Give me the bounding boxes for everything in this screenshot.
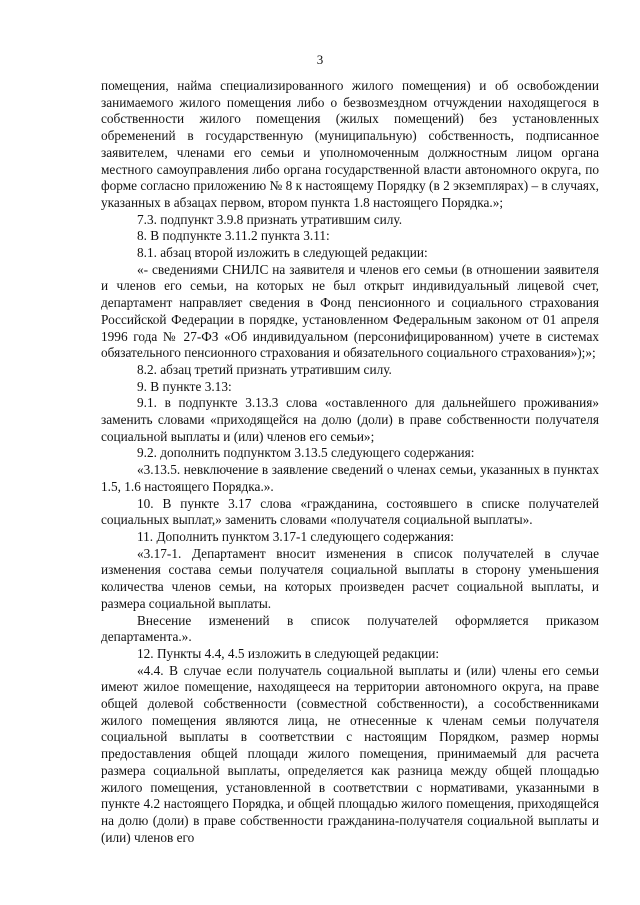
paragraph: 8.2. абзац третий признать утратившим силу. bbox=[137, 361, 392, 377]
paragraph: «4.4. В случае если получатель социальной выплаты и (или) члены его семьи имеют жилое помещение, находящееся на территории автономного округа, на праве общей долевой собственности (совместной собственности), а сособственниками жилого помещения являются лица, не отнесенные к членам семьи получателя социальной выплаты в соответствии с настоящим Порядком, размер нормы предоставления общей площади жилого помещения, принимаемый для расчета размера социальной выплаты, определяется как разница между общей площадью жилого помещения, установленной в соответствии с нормативами, указанными в пункте 4.2 настоящего Порядка, и общей площадью жилого помещения, приходящейся на долю (доли) в праве собственности гражданина-получателя социальной выплаты и (или) членов его bbox=[101, 662, 599, 845]
page-number: 3 bbox=[316, 52, 324, 67]
paragraph: 10. В пункте 3.17 слова «гражданина, состоявшего в списке получателей социальных выплат,» заменить словами «получателя социальной выплаты». bbox=[101, 495, 599, 528]
paragraph: «- сведениями СНИЛС на заявителя и членов его семьи (в отношении заявителя и членов его семьи, на которых не был открыт индивидуальный лицевой счет, департамент направляет сведения в Фонд пенсионного и социального страхования Российской Федерации в порядке, установленном Федеральным законом от 01 апреля 1996 года № 27-ФЗ «Об индивидуальном (персонифицированном) учете в системах обязательного пенсионного страхования и обязательного социального страхования»);»; bbox=[101, 261, 599, 361]
paragraph: 7.3. подпункт 3.9.8 признать утратившим силу. bbox=[137, 211, 403, 227]
paragraph: «3.13.5. невключение в заявление сведений о членах семьи, указанных в пунктах 1.5, 1.6 настоящего Порядка.». bbox=[101, 462, 599, 494]
document-body bbox=[101, 78, 599, 846]
paragraph: 9.2. дополнить подпунктом 3.13.5 следующего содержания: bbox=[137, 445, 475, 461]
paragraph: 9. В пункте 3.13: bbox=[137, 378, 232, 394]
paragraph: «3.17-1. Департамент вносит изменения в список получателей в случае изменения состава семьи получателя социальной выплаты в сторону уменьшения количества членов семьи, на которых произведен расчет социальной выплаты, и размера социальной выплаты. bbox=[101, 545, 599, 611]
paragraph: 11. Дополнить пунктом 3.17-1 следующего содержания: bbox=[137, 528, 454, 544]
paragraph: 8.1. абзац второй изложить в следующей редакции: bbox=[137, 245, 428, 261]
paragraph: Внесение изменений в список получателей оформляется приказом департамента.». bbox=[101, 612, 599, 645]
paragraph: помещения, найма специализированного жилого помещения) и об освобождении занимаемого жилого помещения либо о безвозмездном отчуждении находящегося в собственности жилого помещения (жилых помещений) без установленных обременений в государственную (муниципальную) собственность, подписанное заявителем, членами его семьи и уполномоченным должностным лицом органа местного самоуправления либо органа государственной власти автономного округа, по форме согласно приложению № 8 к настоящему Порядку (в 2 экземплярах) – в случаях, указанных в абзацах первом, втором пункта 1.8 настоящего Порядка.»; bbox=[101, 78, 599, 210]
paragraph: 8. В подпункте 3.11.2 пункта 3.11: bbox=[137, 228, 330, 244]
paragraph: 12. Пункты 4.4, 4.5 изложить в следующей редакции: bbox=[137, 645, 440, 661]
paragraph: 9.1. в подпункте 3.13.3 слова «оставленного для дальнейшего проживания» заменить словами «приходящейся на долю (доли) в праве собственности получателя социальной выплаты и (или) членов его семьи»; bbox=[101, 395, 599, 444]
